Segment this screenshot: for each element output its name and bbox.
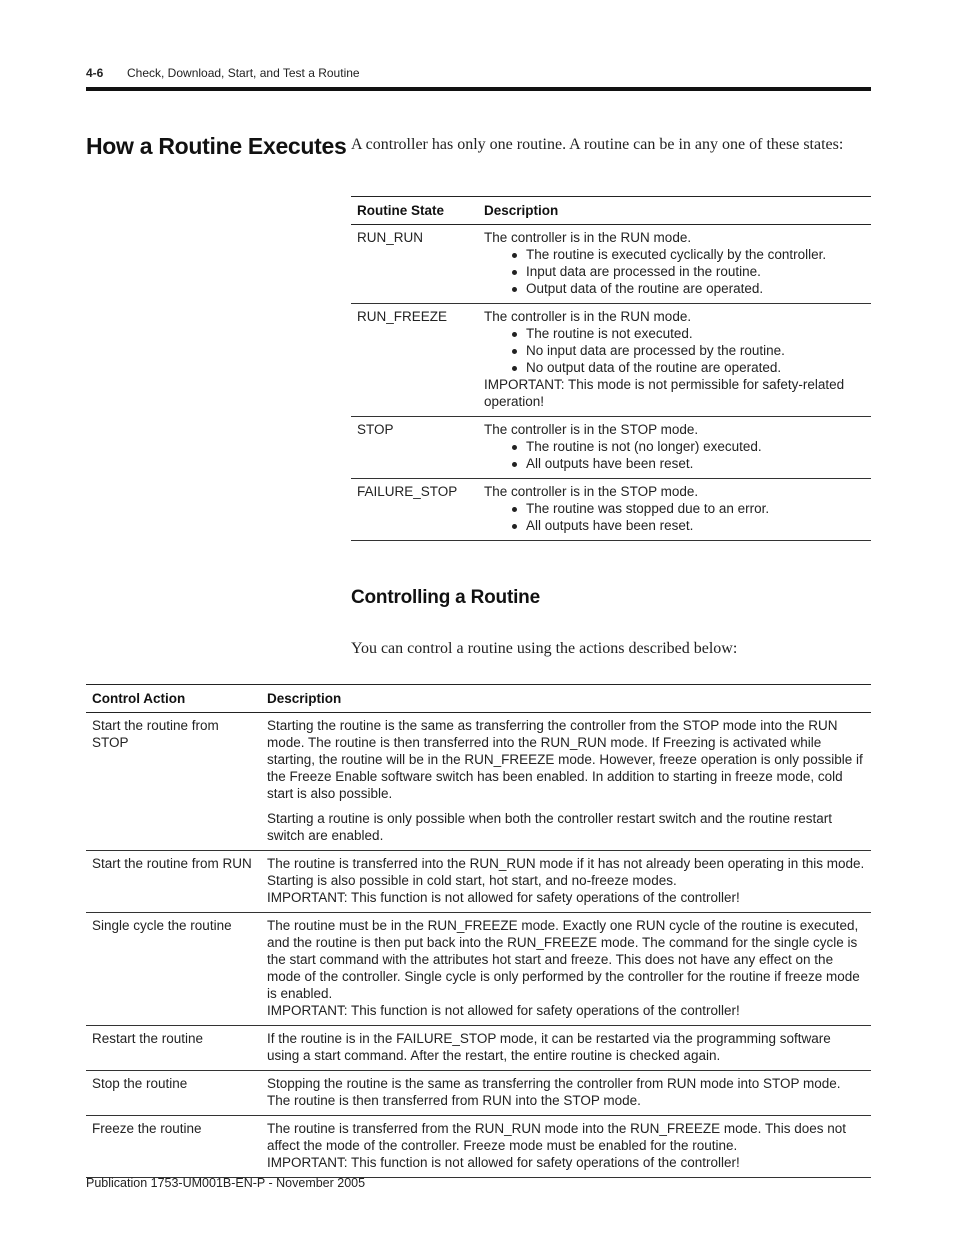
routine-state-cell: FAILURE_STOP <box>351 479 478 541</box>
bullet-list <box>484 438 865 472</box>
description-paragraph: Stopping the routine is the same as transferring the controller from RUN mode into STOP mode. The routine is then transferred from RUN into the STOP mode. <box>267 1076 841 1108</box>
bullet-item: All outputs have been reset. <box>509 455 865 472</box>
column-header-description: Description <box>478 197 871 225</box>
routine-state-cell: RUN_FREEZE <box>351 304 478 417</box>
table-row <box>86 713 871 851</box>
control-action-cell: Freeze the routine <box>86 1116 261 1178</box>
table-row <box>86 1071 871 1116</box>
table-row <box>351 479 871 541</box>
routine-state-description <box>478 479 871 541</box>
important-note: IMPORTANT: This mode is not permissible for safety-related operation! <box>484 377 845 409</box>
bullet-item: No output data of the routine are operated. <box>509 359 865 376</box>
publication-footer: Publication 1753-UM001B-EN-P - November 2005 <box>86 1176 366 1190</box>
control-action-cell: Start the routine from RUN <box>86 851 261 913</box>
column-header-control-action: Control Action <box>86 685 261 713</box>
control-action-description <box>261 1116 871 1178</box>
section-title-controlling-routine: Controlling a Routine <box>351 587 540 608</box>
description-paragraph: Starting a routine is only possible when both the controller restart switch and the routine restart switch are enabled. <box>267 811 833 843</box>
control-action-description <box>261 713 871 851</box>
bullet-item: All outputs have been reset. <box>509 517 865 534</box>
table-row <box>351 417 871 479</box>
routine-state-description <box>478 225 871 304</box>
column-header-routine-state: Routine State <box>351 197 478 225</box>
bullet-item: No input data are processed by the routine. <box>509 342 865 359</box>
column-header-description: Description <box>261 685 871 713</box>
description-lead: The controller is in the RUN mode. <box>484 309 692 324</box>
bullet-item: Output data of the routine are operated. <box>509 280 865 297</box>
table-row <box>86 851 871 913</box>
description-paragraph: If the routine is in the FAILURE_STOP mode, it can be restarted via the programming software using a start command. After the restart, the entire routine is checked again. <box>267 1031 831 1063</box>
control-actions-table <box>86 684 871 1178</box>
table-row <box>86 1026 871 1071</box>
control-action-cell: Start the routine from STOP <box>86 713 261 851</box>
chapter-title: Check, Download, Start, and Test a Routine <box>127 66 360 80</box>
description-lead: The controller is in the STOP mode. <box>484 422 699 437</box>
routine-states-table <box>351 196 871 541</box>
running-header <box>86 66 871 80</box>
description-paragraph: The routine is transferred into the RUN_RUN mode if it has not already been operating in this mode. Starting is also possible in cold start, hot start, and no-freeze modes. IMPORTANT: This function is not allowed for safety operations of the controller! <box>267 856 865 905</box>
bullet-list <box>484 246 865 297</box>
description-paragraph: Starting the routine is the same as transferring the controller from the STOP mode into the RUN mode. The routine is then transferred into the RUN_RUN mode. If Freezing is activated while starting, the routine will be in the RUN_FREEZE mode. However, freeze operation is only possible if the Freeze Enable software switch has been enabled. In addition to starting in freeze mode, cold start is also possible. <box>267 718 863 801</box>
description-lead: The controller is in the RUN mode. <box>484 230 692 245</box>
description-lead: The controller is in the STOP mode. <box>484 484 699 499</box>
bullet-item: Input data are processed in the routine. <box>509 263 865 280</box>
routine-states-body <box>351 225 871 541</box>
section-intro: A controller has only one routine. A routine can be in any one of these states: <box>351 136 844 153</box>
table-header-row <box>351 197 871 225</box>
table-row <box>86 1116 871 1178</box>
page-number: 4-6 <box>86 66 104 80</box>
control-action-cell: Single cycle the routine <box>86 913 261 1026</box>
table-header-row <box>86 685 871 713</box>
header-rule <box>86 87 871 91</box>
bullet-item: The routine is not (no longer) executed. <box>509 438 865 455</box>
section-intro-controlling: You can control a routine using the actions described below: <box>351 640 738 657</box>
description-paragraph: The routine is transferred from the RUN_RUN mode into the RUN_FREEZE mode. This does not affect the mode of the controller. Freeze mode must be enabled for the routine. IMPORTANT: This function is not allowed for safety operations of the controller! <box>267 1121 846 1170</box>
table-row <box>351 225 871 304</box>
routine-state-cell: STOP <box>351 417 478 479</box>
bullet-list <box>484 500 865 534</box>
section-title-how-routine-executes: How a Routine Executes <box>86 133 347 159</box>
routine-state-description <box>478 417 871 479</box>
control-action-description <box>261 1026 871 1071</box>
table-row <box>351 304 871 417</box>
table-row <box>86 913 871 1026</box>
control-action-description <box>261 913 871 1026</box>
control-action-cell: Restart the routine <box>86 1026 261 1071</box>
control-action-cell: Stop the routine <box>86 1071 261 1116</box>
routine-state-cell: RUN_RUN <box>351 225 478 304</box>
bullet-item: The routine is not executed. <box>509 325 865 342</box>
description-paragraph: The routine must be in the RUN_FREEZE mode. Exactly one RUN cycle of the routine is executed, and the routine is then put back into the RUN_FREEZE mode. The command for the single cycle is the start command with the attributes hot start and freeze. This does not have any effect on the mode of the controller. Single cycle is only performed by the controller for the routine if freeze mode is enabled. IMPORTANT: This function is not allowed for safety operations of the controller! <box>267 918 860 1018</box>
bullet-list <box>484 325 865 376</box>
routine-state-description <box>478 304 871 417</box>
bullet-item: The routine is executed cyclically by the controller. <box>509 246 865 263</box>
control-action-description <box>261 851 871 913</box>
control-actions-body <box>86 713 871 1178</box>
control-action-description <box>261 1071 871 1116</box>
bullet-item: The routine was stopped due to an error. <box>509 500 865 517</box>
